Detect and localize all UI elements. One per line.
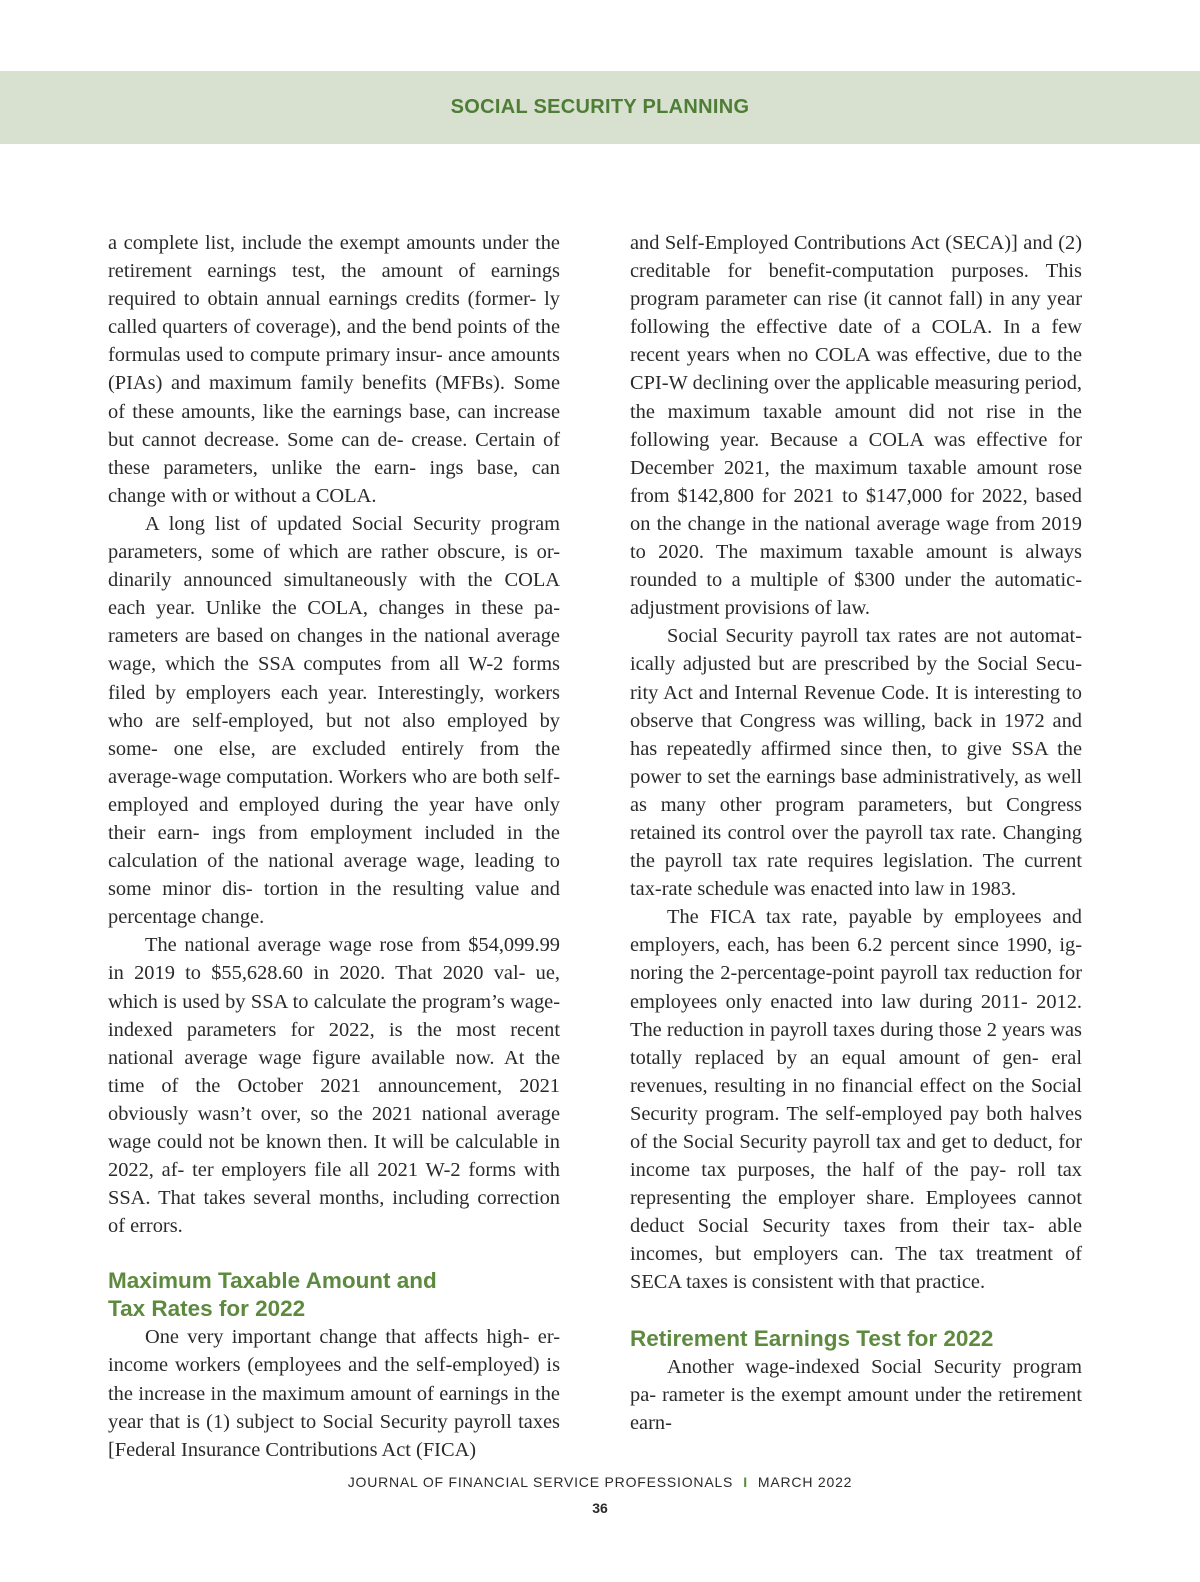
heading-line: Maximum Taxable Amount and (108, 1268, 437, 1294)
page-number: 36 (592, 1500, 608, 1516)
paragraph: The national average wage rose from $54,099.99 in 2019 to $55,628.60 in 2020. That 2020 val- ue, which is used by SSA to calculate the program’s wage-indexed parameters for 2022, is the most recent national average wage figure available now. At the time of the October 2021 announcement, 2021 obviously wasn’t over, so the 2021 national average wage could not be known then. It will be calculable in 2022, af- ter employers file all 2021 W-2 forms with SSA. That takes several months, including correction of errors. (108, 934, 560, 1238)
footer-separator: I (743, 1474, 748, 1490)
page-footer (0, 1474, 1200, 1490)
section-header-band (0, 71, 1200, 144)
issue-date: MARCH 2022 (757, 1474, 853, 1490)
paragraph: A long list of updated Social Security program parameters, some of which are rather obscure, is or- dinarily announced simultaneously with the COLA each year. Unlike the COLA, changes in these pa- rameters are based on changes in the national average wage, which the SSA computes from all W-2 forms filed by employers each year. Interestingly, workers who are self-employed, but not also employed by some- one else, are excluded entirely from the average-wage computation. Workers who are both self-employed and employed during the year have only their earn- ings from employment included in the calculation of the national average wage, leading to some minor dis- tortion in the resulting value and percentage change. (108, 512, 560, 929)
heading-line: Tax Rates for 2022 (108, 1296, 306, 1322)
paragraph: One very important change that affects high- er-income workers (employees and the self-employed) is the increase in the maximum amount of earnings in the year that is (1) subject to Social Security payroll taxes [Federal Insurance Contributions Act (FICA) (108, 1326, 560, 1461)
journal-name: JOURNAL OF FINANCIAL SERVICE PROFESSIONALS (347, 1474, 734, 1490)
left-column (108, 229, 560, 1464)
paragraph: The FICA tax rate, payable by employees and employers, each, has been 6.2 percent since 1990, ig- noring the 2-percentage-point payroll tax reduction for employees only enacted into law during 2011- 2012. The reduction in payroll taxes during those 2 years was totally replaced by an equal amount of gen- eral revenues, resulting in no financial effect on the Social Security program. The self-employed pay both halves of the Social Security payroll tax and get to deduct, for income tax purposes, the half of the pay- roll tax representing the employer share. Employees cannot deduct Social Security taxes from their tax- able incomes, but employers can. The tax treatment of SECA taxes is consistent with that practice. (630, 906, 1082, 1294)
right-column (630, 229, 1082, 1437)
paragraph: Another wage-indexed Social Security program pa- rameter is the exempt amount under the retirement earn- (630, 1355, 1082, 1434)
paragraph: and Self-Employed Contributions Act (SECA)] and (2) creditable for benefit-computation purposes. This program parameter can rise (it cannot fall) in any year following the effective date of a COLA. In a few recent years when no COLA was effective, due to the CPI-W declining over the applicable measuring period, the maximum taxable amount did not rise in the following year. Because a COLA was effective for December 2021, the maximum taxable amount rose from $142,800 for 2021 to $147,000 for 2022, based on the change in the national average wage from 2019 to 2020. The maximum taxable amount is always rounded to a multiple of $300 under the automatic-adjustment provisions of law. (630, 232, 1082, 620)
paragraph: a complete list, include the exempt amounts under the retirement earnings test, the amount of earnings required to obtain annual earnings credits (former- ly called quarters of coverage), and the bend points of the formulas used to compute primary insur- ance amounts (PIAs) and maximum family benefits (MFBs). Some of these amounts, like the earnings base, can increase but cannot decrease. Some can de- crease. Certain of these parameters, unlike the earn- ings base, can change with or without a COLA. (108, 232, 560, 507)
paragraph: Social Security payroll tax rates are not automat- ically adjusted but are prescribed by the Social Secu- rity Act and Internal Revenue Code. It is interesting to observe that Congress was willing, back in 1972 and has repeatedly affirmed since then, to give SSA the power to set the earnings base administratively, as well as many other program parameters, but Congress retained its control over the payroll tax rate. Changing the payroll tax rate requires legislation. The current tax-rate schedule was enacted into law in 1983. (630, 625, 1082, 901)
section-heading-retirement-earnings: Retirement Earnings Test for 2022 (630, 1325, 994, 1351)
section-heading-max-taxable (108, 1267, 560, 1323)
section-title: SOCIAL SECURITY PLANNING (450, 96, 750, 118)
